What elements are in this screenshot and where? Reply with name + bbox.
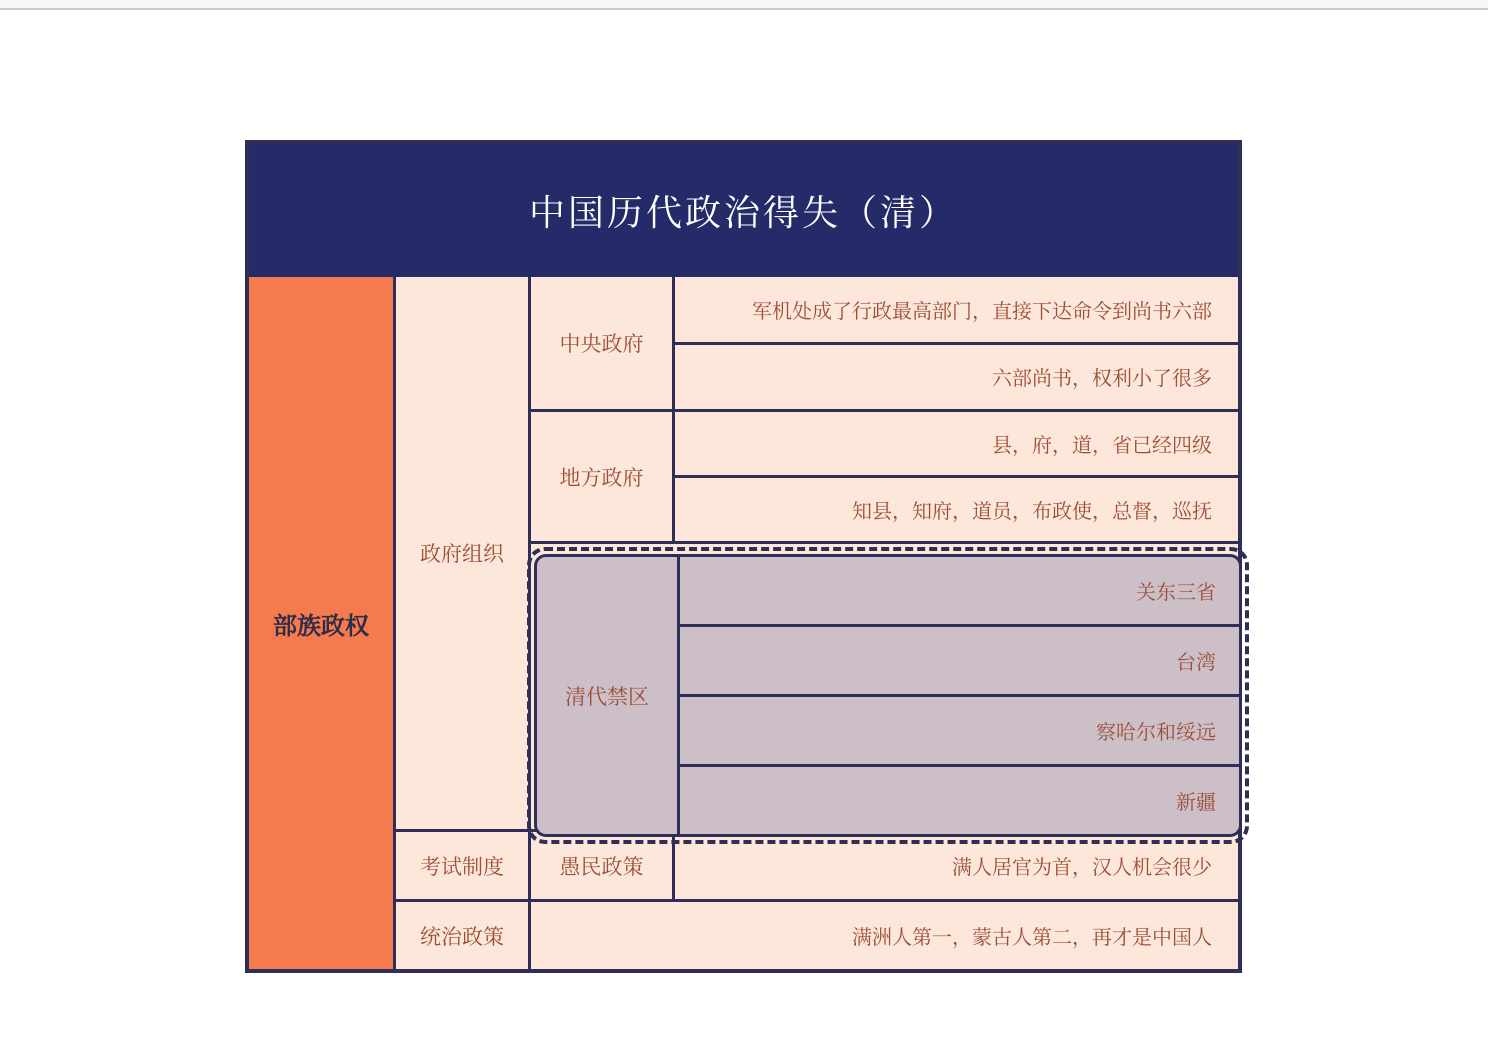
browser-top-strip — [0, 0, 1488, 10]
branch-label-ruling-policy: 统治政策 — [396, 902, 531, 969]
group-central-government — [531, 277, 1238, 412]
branch-row-ruling-policy — [396, 899, 1238, 969]
branch-label-government-organization: 政府组织 — [396, 277, 531, 829]
page-title: 中国历代政治得失（清） — [528, 192, 958, 233]
mindmap-table — [245, 140, 1242, 973]
detail-item: 察哈尔和绥远 — [680, 694, 1239, 764]
local-government-details — [675, 412, 1238, 541]
group-label-central-government: 中央政府 — [531, 277, 675, 409]
forbidden-areas-group-box — [534, 554, 1242, 837]
forbidden-areas-dashed-group — [527, 547, 1249, 844]
detail-item: 满洲人第一，蒙古人第二，再才是中国人 — [852, 927, 1212, 949]
detail-item: 台湾 — [680, 624, 1239, 694]
branch-label-examination-system: 考试制度 — [396, 832, 531, 899]
detail-item: 县，府，道，省已经四级 — [992, 435, 1212, 457]
root-node: 部族政权 — [249, 277, 396, 969]
central-government-details — [675, 277, 1238, 409]
detail-item: 军机处成了行政最高部门，直接下达命令到尚书六部 — [752, 300, 1212, 323]
group-label-obscurantist-policy: 愚民政策 — [531, 832, 675, 899]
detail-item: 新疆 — [680, 764, 1239, 834]
detail-item: 满人居官为首，汉人机会很少 — [952, 857, 1212, 879]
detail-item: 知县，知府，道员，布政使，总督，巡抚 — [675, 475, 1238, 541]
forbidden-areas-items — [680, 557, 1239, 834]
group-label-qing-forbidden-areas: 清代禁区 — [537, 557, 680, 834]
detail-item: 关东三省 — [1136, 582, 1216, 604]
detail-item: 六部尚书，权利小了很多 — [675, 342, 1238, 410]
group-local-government — [531, 412, 1238, 544]
group-label-local-government: 地方政府 — [531, 412, 675, 541]
mindmap-header — [249, 144, 1238, 277]
